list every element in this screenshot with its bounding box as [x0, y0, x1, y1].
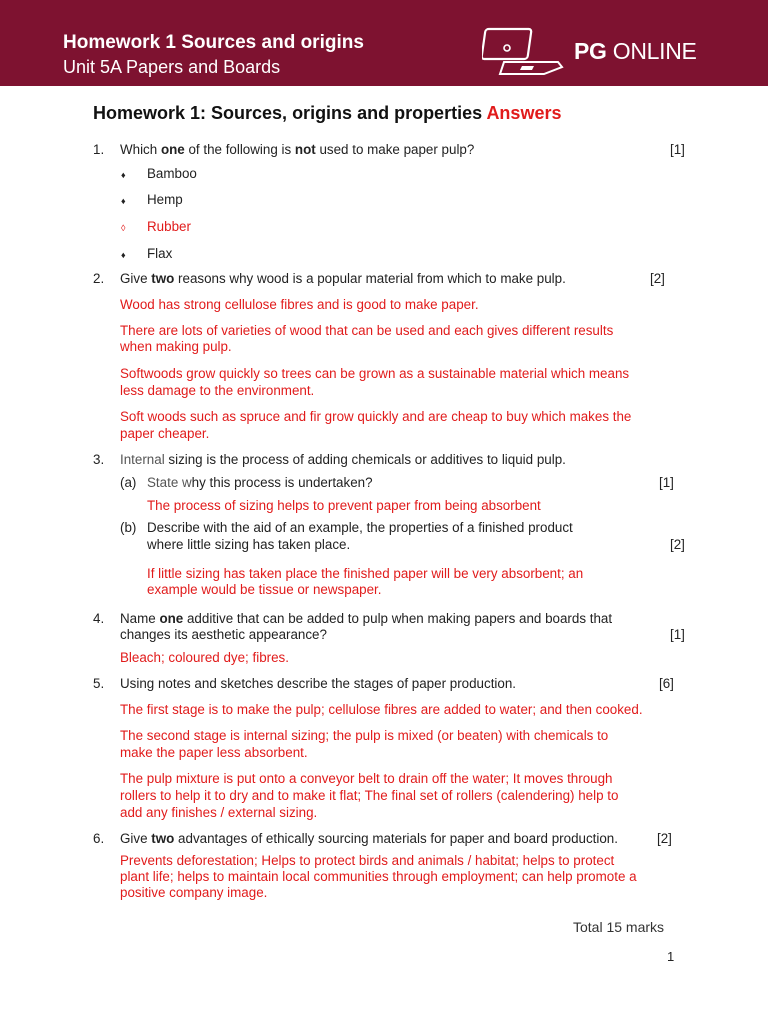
option-item: Flax: [147, 246, 173, 261]
answer-line: Soft woods such as spruce and fir grow quickly and are cheap to buy which makes the: [120, 409, 632, 424]
question-6-marks: [2]: [657, 831, 672, 846]
question-3-text: Internal sizing is the process of adding chemicals or additives to liquid pulp.: [120, 452, 566, 467]
question-4-text: Name one additive that can be added to pulp when making papers and boards that: [120, 611, 613, 626]
answer-line: make the paper less absorbent.: [120, 745, 308, 760]
answer-bullet-icon: ◊: [121, 223, 126, 233]
answer-line: If little sizing has taken place the finished paper will be very absorbent; an: [147, 566, 584, 581]
header-subtitle: Unit 5A Papers and Boards: [63, 57, 281, 77]
question-number: 5.: [93, 676, 105, 691]
question-1-text: Which one of the following is not used to make paper pulp?: [120, 142, 475, 157]
answer-line: example would be tissue or newspaper.: [147, 582, 382, 597]
question-3b-marks: [2]: [670, 537, 685, 552]
answer-line: The second stage is internal sizing; the pulp is mixed (or beaten) with chemicals to: [120, 728, 609, 743]
part-label: (b): [120, 520, 137, 535]
question-3b-text: Describe with the aid of an example, the properties of a finished product: [147, 520, 573, 535]
answer-line: when making pulp.: [120, 339, 232, 354]
answer-line: Wood has strong cellulose fibres and is good to make paper.: [120, 297, 479, 312]
answer-line: paper cheaper.: [120, 426, 210, 441]
question-number: 4.: [93, 611, 105, 626]
question-2-text: Give two reasons why wood is a popular material from which to make pulp.: [120, 271, 566, 286]
question-6-text: Give two advantages of ethically sourcing materials for paper and board production.: [120, 831, 618, 846]
question-3a-text: State why this process is undertaken?: [147, 475, 373, 490]
total-marks: Total 15 marks: [573, 919, 665, 935]
answer-line: Bleach; coloured dye; fibres.: [120, 650, 289, 665]
question-4-text: changes its aesthetic appearance?: [120, 627, 327, 642]
document-title: Homework 1: Sources, origins and properties Answers: [93, 103, 562, 123]
bullet-icon: ♦: [121, 250, 126, 260]
answer-line: Softwoods grow quickly so trees can be grown as a sustainable material which means: [120, 366, 630, 381]
bullet-icon: ♦: [121, 196, 126, 206]
question-5-text: Using notes and sketches describe the stages of paper production.: [120, 676, 517, 691]
laptop-icon: [482, 26, 564, 76]
answer-line: There are lots of varieties of wood that can be used and each gives different results: [120, 323, 614, 338]
page-number: 1: [667, 949, 675, 964]
question-number: 6.: [93, 831, 105, 846]
question-3a-marks: [1]: [659, 475, 674, 490]
answer-line: positive company image.: [120, 885, 268, 900]
answer-line: The first stage is to make the pulp; cellulose fibres are added to water; and then cooked.: [120, 702, 643, 717]
bullet-icon: ♦: [121, 170, 126, 180]
question-3b-text: where little sizing has taken place.: [147, 537, 351, 552]
question-number: 2.: [93, 271, 105, 286]
question-5-marks: [6]: [659, 676, 674, 691]
question-1-marks: [1]: [670, 142, 685, 157]
answers-label: Answers: [486, 103, 562, 123]
answer-line: The pulp mixture is put onto a conveyor belt to drain off the water; It moves through: [120, 771, 613, 786]
question-2-marks: [2]: [650, 271, 665, 286]
option-item: Bamboo: [147, 166, 197, 181]
header-title: Homework 1 Sources and origins: [63, 32, 364, 53]
option-item-answer: Rubber: [147, 219, 191, 234]
question-number: 1.: [93, 142, 105, 157]
answer-line: add any finishes / external sizing.: [120, 805, 318, 820]
option-item: Hemp: [147, 192, 183, 207]
part-label: (a): [120, 475, 137, 490]
question-number: 3.: [93, 452, 105, 467]
answer-line: less damage to the environment.: [120, 383, 315, 398]
answer-line: rollers to help it to dry and to make it flat; The final set of rollers (calendering) help to: [120, 788, 619, 803]
answer-line: The process of sizing helps to prevent paper from being absorbent: [147, 498, 541, 513]
answer-line: plant life; helps to maintain local communities through employment; can help promote a: [120, 869, 637, 884]
answer-line: Prevents deforestation; Helps to protect birds and animals / habitat; helps to protect: [120, 853, 615, 868]
brand-logo: PG ONLINE: [574, 38, 697, 64]
page-header: [0, 0, 768, 86]
question-4-marks: [1]: [670, 627, 685, 642]
